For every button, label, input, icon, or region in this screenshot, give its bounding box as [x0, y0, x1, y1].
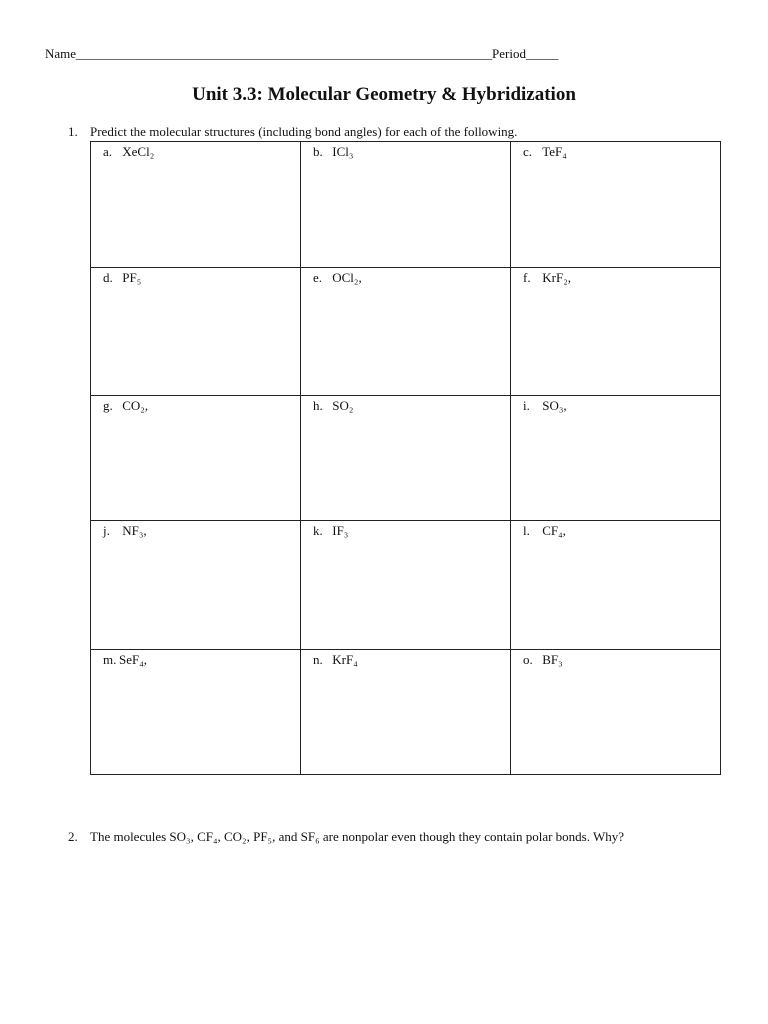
item-formula: KrF₂, [542, 270, 571, 285]
name-period-line[interactable]: Name________________________________________________________________Period_____ [45, 46, 559, 61]
question-2-number: 2. [68, 829, 78, 844]
item-letter: d. [103, 270, 113, 285]
item-letter: o. [523, 652, 533, 667]
item-formula: PF₅ [122, 270, 142, 285]
question-2-text: The molecules SO₃, CF₄, CO₂, PF₅, and SF₆ are nonpolar even though they contain polar bonds. Why? [90, 829, 625, 844]
item-formula: XeCl₂ [122, 144, 155, 159]
item-formula: CO₂, [122, 398, 149, 413]
grid-row [91, 521, 721, 650]
answer-box-o[interactable] [511, 650, 721, 775]
answer-box-b[interactable] [301, 142, 511, 268]
item-letter: g. [103, 398, 113, 413]
answer-box-a[interactable] [91, 142, 301, 268]
item-formula: KrF₄ [332, 652, 358, 667]
answer-box-k[interactable] [301, 521, 511, 650]
answer-box-j[interactable] [91, 521, 301, 650]
item-formula: BF₃ [542, 652, 563, 667]
answer-box-f[interactable] [511, 268, 721, 396]
item-formula: ICl₃ [332, 144, 354, 159]
answer-box-m[interactable] [91, 650, 301, 775]
answer-box-h[interactable] [301, 396, 511, 521]
item-letter: b. [313, 144, 323, 159]
item-letter: j. [103, 523, 110, 538]
answer-box-i[interactable] [511, 396, 721, 521]
question-1-number: 1. [68, 124, 78, 139]
grid-row [91, 268, 721, 396]
answer-box-l[interactable] [511, 521, 721, 650]
item-letter: h. [313, 398, 323, 413]
question-1 [68, 124, 517, 140]
answer-box-n[interactable] [301, 650, 511, 775]
item-letter: n. [313, 652, 323, 667]
item-letter: k. [313, 523, 323, 538]
answer-box-g[interactable] [91, 396, 301, 521]
item-formula: SeF₄, [119, 652, 148, 667]
item-letter: l. [523, 523, 530, 538]
item-letter: i. [523, 398, 530, 413]
item-formula: CF₄, [542, 523, 566, 538]
question-2 [68, 829, 624, 845]
item-formula: SO₂ [332, 398, 354, 413]
answer-box-d[interactable] [91, 268, 301, 396]
item-formula: OCl₂, [332, 270, 362, 285]
item-letter: m. [103, 652, 117, 667]
item-letter: a. [103, 144, 113, 159]
question-1-text: Predict the molecular structures (including bond angles) for each of the following. [90, 124, 518, 139]
item-formula: NF₃, [122, 523, 147, 538]
grid-row [91, 650, 721, 775]
answer-box-c[interactable] [511, 142, 721, 268]
item-formula: TeF₄ [542, 144, 567, 159]
item-letter: f. [523, 270, 531, 285]
item-letter: c. [523, 144, 533, 159]
item-formula: IF₃ [332, 523, 349, 538]
grid-row [91, 396, 721, 521]
item-formula: SO₃, [542, 398, 567, 413]
page-title: Unit 3.3: Molecular Geometry & Hybridization [192, 84, 576, 105]
molecule-answer-grid [90, 141, 721, 775]
grid-row [91, 142, 721, 268]
answer-box-e[interactable] [301, 268, 511, 396]
item-letter: e. [313, 270, 323, 285]
